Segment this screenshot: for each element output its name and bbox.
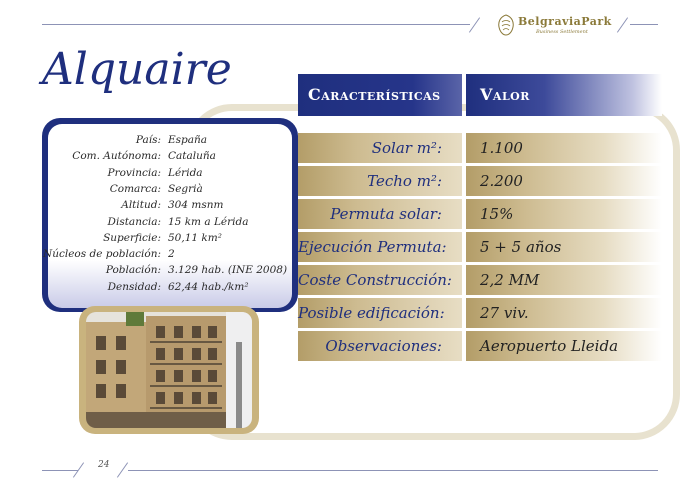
- header-value: Valor: [466, 74, 662, 116]
- info-row: [48, 216, 292, 232]
- row-label: Coste Construcción:: [298, 265, 462, 295]
- row-label: Observaciones:: [298, 331, 462, 361]
- info-label: Altitud:: [121, 199, 161, 212]
- info-label: Densidad:: [107, 280, 161, 293]
- header-slash: [617, 17, 628, 32]
- header-rule-right: [630, 24, 658, 25]
- info-label: Población:: [105, 264, 161, 277]
- info-row: [48, 134, 292, 150]
- info-value: España: [168, 134, 208, 146]
- info-row: [48, 167, 292, 183]
- row-label: Ejecución Permuta:: [298, 232, 462, 262]
- row-value: 1.100: [466, 133, 662, 163]
- logo-crest-icon: [496, 14, 516, 36]
- row-label: Permuta solar:: [298, 199, 462, 229]
- info-row: [48, 264, 292, 280]
- page-number: 24: [98, 460, 110, 470]
- row-value: 2.200: [466, 166, 662, 196]
- info-label: Núcleos de población:: [43, 248, 161, 261]
- info-value: 3.129 hab. (INE 2008): [168, 264, 288, 277]
- info-row: [48, 199, 292, 215]
- info-label: Superficie:: [103, 231, 161, 244]
- info-row: [43, 248, 292, 264]
- building-photo: [86, 312, 252, 428]
- row-value: Aeropuerto Lleida: [466, 331, 662, 361]
- info-value: 62,44 hab./km²: [168, 280, 249, 293]
- info-label: País:: [135, 134, 161, 146]
- info-value: Segrià: [168, 182, 203, 195]
- row-value: 2,2 MM: [466, 265, 662, 295]
- footer-slash: [117, 462, 128, 477]
- info-value: Cataluña: [168, 150, 216, 163]
- info-row: [48, 232, 292, 248]
- info-value: Lérida: [168, 166, 203, 179]
- info-label: Distancia:: [107, 215, 161, 228]
- footer-rule-right: [128, 470, 658, 471]
- brand-name: BelgraviaPark: [518, 15, 612, 28]
- header-characteristics: Características: [298, 74, 462, 116]
- row-value: 27 viv.: [466, 298, 662, 328]
- header-slash: [469, 17, 480, 32]
- info-row: [48, 281, 292, 297]
- info-label: Comarca:: [109, 182, 161, 195]
- brand-logo: [496, 12, 612, 40]
- info-value: 304 msnm: [168, 199, 224, 212]
- info-value: 50,11 km²: [168, 231, 222, 244]
- page-title: Alquaire: [42, 44, 232, 95]
- info-label: Provincia:: [107, 166, 161, 179]
- row-value: 5 + 5 años: [466, 232, 662, 262]
- info-label: Com. Autónoma:: [72, 150, 161, 163]
- info-value: 15 km a Lérida: [168, 215, 249, 228]
- row-label: Posible edificación:: [298, 298, 462, 328]
- row-value: 15%: [466, 199, 662, 229]
- info-value: 2: [168, 248, 175, 261]
- header-rule-left: [42, 24, 470, 25]
- info-row: [48, 150, 292, 166]
- row-label: Techo m²:: [298, 166, 462, 196]
- info-row: [48, 183, 292, 199]
- row-label: Solar m²:: [298, 133, 462, 163]
- footer-rule-left: [42, 470, 78, 471]
- brand-tagline: Business Settlement: [536, 29, 588, 35]
